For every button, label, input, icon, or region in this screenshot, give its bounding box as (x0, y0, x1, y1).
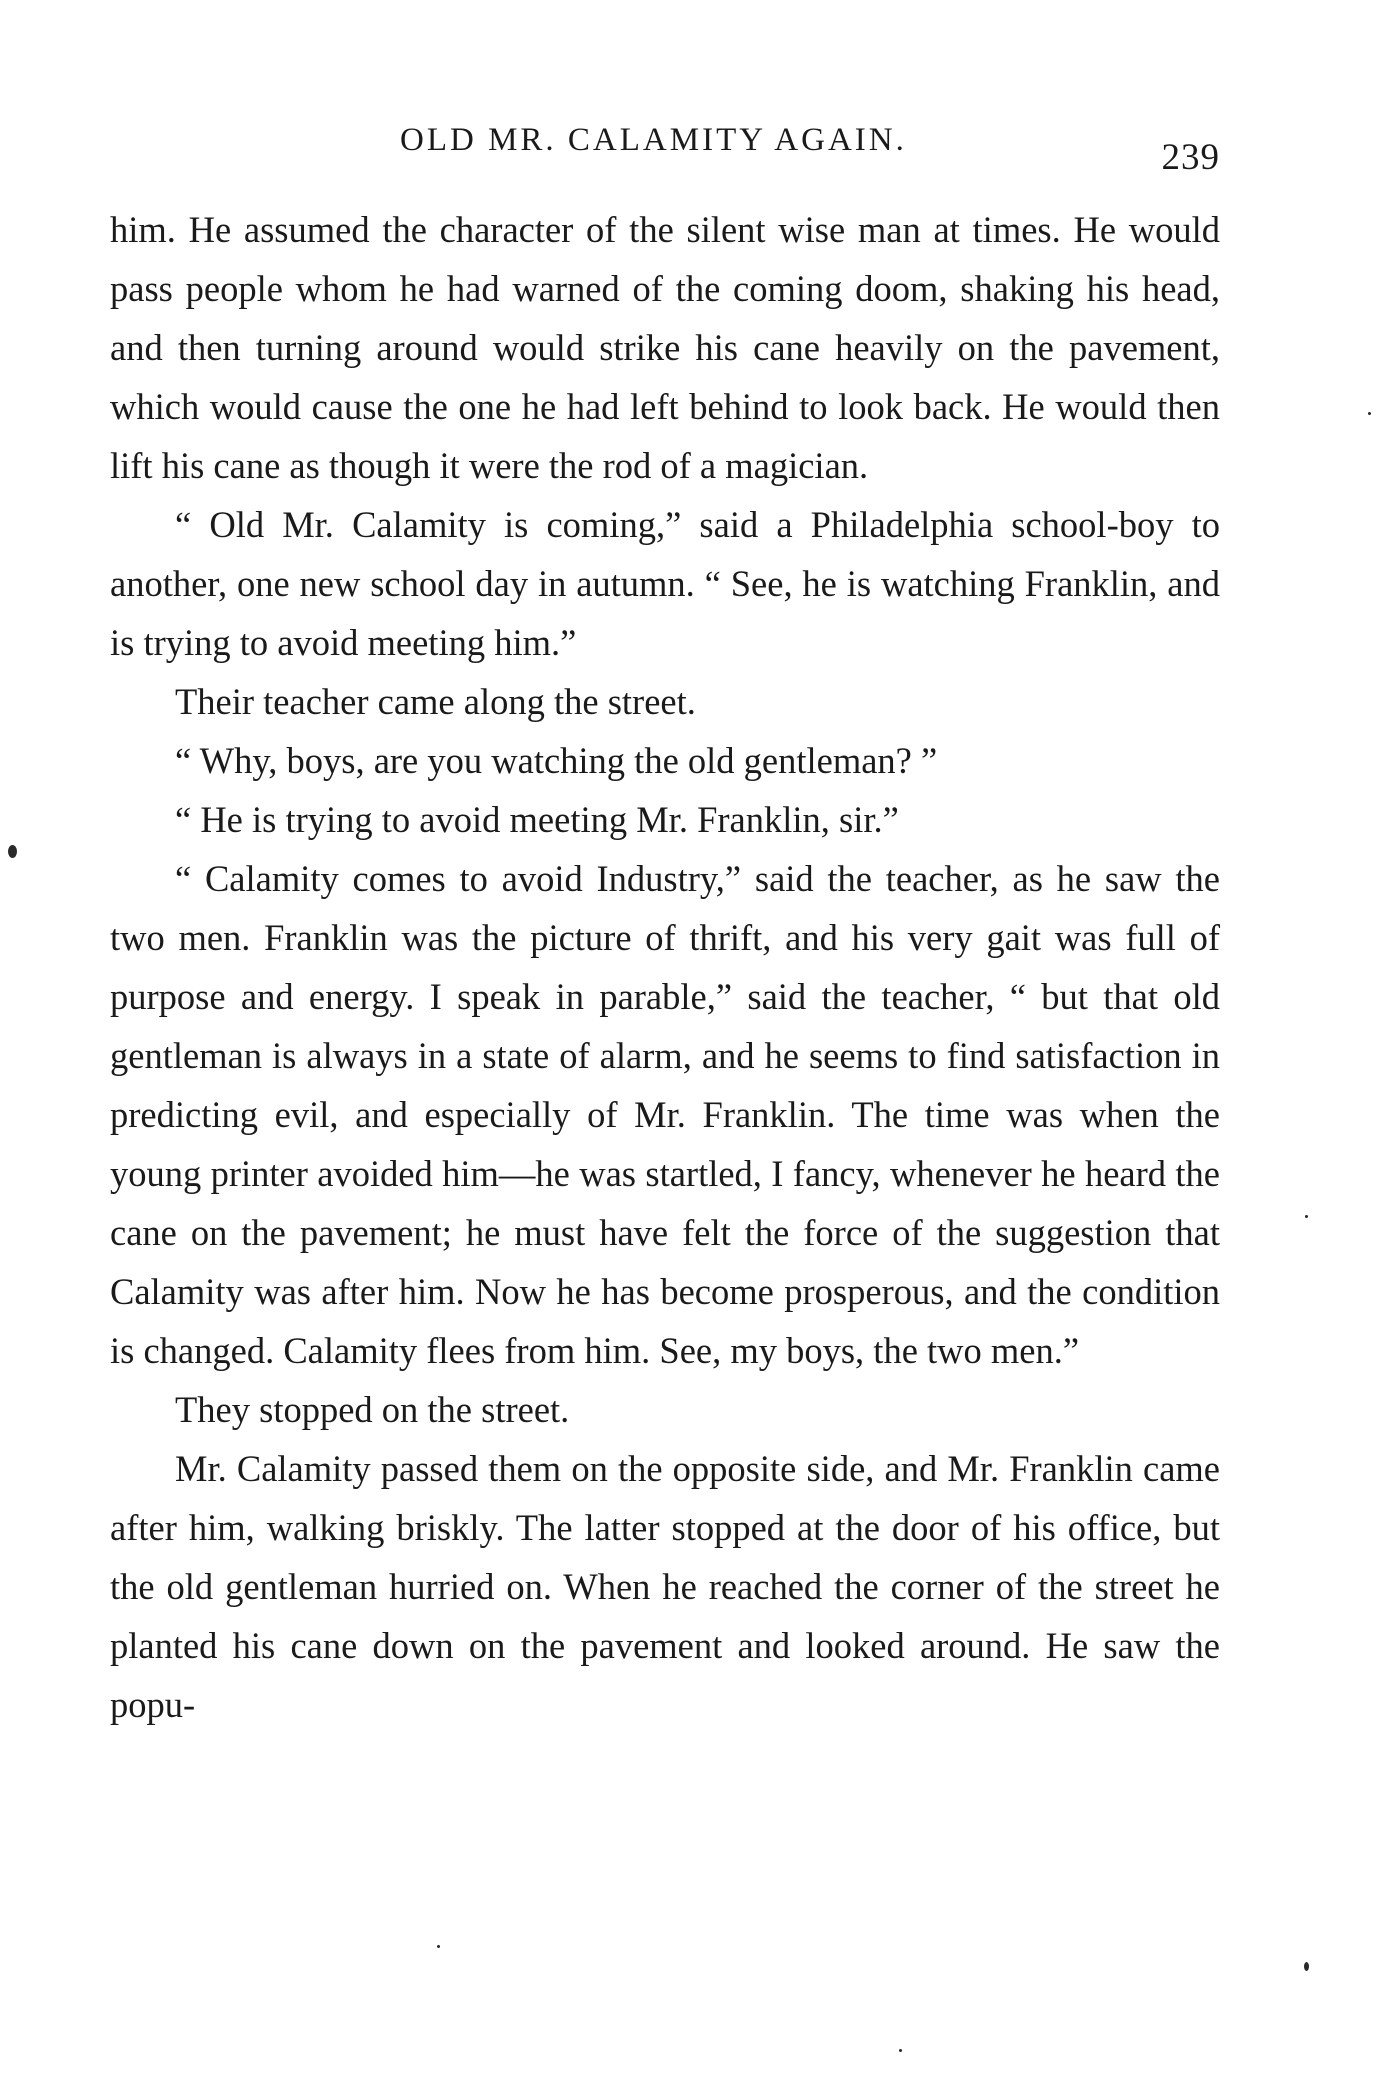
page-number: 239 (1161, 137, 1220, 178)
scan-speck (899, 2049, 902, 2052)
running-head (110, 112, 1220, 178)
scan-speck (1305, 1215, 1308, 1218)
scan-speck (437, 1945, 440, 1948)
paragraph: They stopped on the street. (175, 1389, 570, 1430)
paragraph: Mr. Calamity passed them on the opposite side, and Mr. Franklin came after him, walking briskly. The latter stopped at the door of his office, but the old gentleman hurried on. When he reached the corner of the street he planted his cane down on the pavement and looked around. He saw the popu- (110, 1448, 1220, 1725)
scan-speck (8, 845, 17, 858)
running-title: OLD MR. CALAMITY AGAIN. (400, 122, 907, 158)
body-text (110, 200, 1220, 1734)
scan-speck (1304, 1962, 1309, 1971)
scan-speck (1368, 412, 1371, 415)
paragraph: “ Calamity comes to avoid Industry,” said the teacher, as he saw the two men. Franklin was the picture of thrift, and his very gait was full of purpose and energy. I speak in parable,” said the teacher, “ but that old gentleman is always in a state of alarm, and he seems to find satisfaction in predicting evil, and especially of Mr. Franklin. The time was when the young printer avoided him—he was startled, I fancy, whenever he heard the cane on the pavement; he must have felt the force of the suggestion that Calamity was after him. Now he has become prosperous, and the condition is changed. Calamity flees from him. See, my boys, the two men.” (110, 858, 1220, 1371)
paragraph: “ He is trying to avoid meeting Mr. Franklin, sir.” (175, 799, 899, 840)
paragraph: “ Why, boys, are you watching the old gentleman? ” (175, 740, 938, 781)
paragraph-continued: him. He assumed the character of the silent wise man at times. He would pass people whom he had warned of the coming doom, shaking his head, and then turning around would strike his cane heavily on the pavement, which would cause the one he had left behind to look back. He would then lift his cane as though it were the rod of a magician. (110, 209, 1220, 486)
paragraph: Their teacher came along the street. (175, 681, 696, 722)
paragraph: “ Old Mr. Calamity is coming,” said a Philadelphia school-boy to another, one new school day in autumn. “ See, he is watching Franklin, and is trying to avoid meeting him.” (110, 504, 1220, 663)
